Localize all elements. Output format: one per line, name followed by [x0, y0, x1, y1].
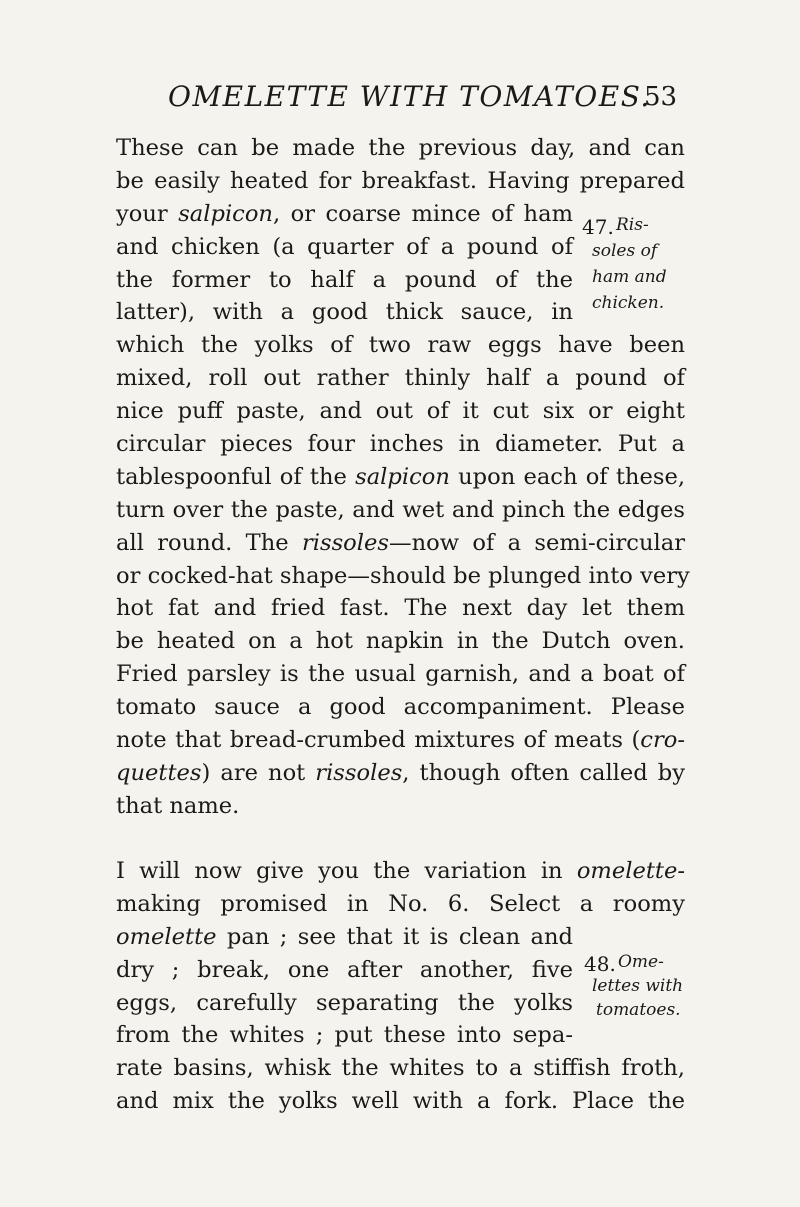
text-line: your salpicon, or coarse mince of ham: [116, 200, 574, 227]
text-line: These can be made the previous day, and can: [116, 135, 685, 161]
paragraph-omelette: [116, 855, 800, 1118]
running-title: OMELETTE WITH TOMATOES.: [168, 80, 651, 113]
margin-note-line: Ome-: [618, 952, 664, 972]
text-line: be easily heated for breakfast. Having prepared: [116, 167, 685, 194]
margin-note-line: Ris-: [616, 215, 649, 235]
text-line: tomato sauce a good accompaniment. Please: [116, 694, 685, 721]
text-line: and mix the yolks well with a fork. Place the: [116, 1088, 685, 1115]
margin-note-number: 47.: [582, 215, 614, 239]
text-line: which the yolks of two raw eggs have been: [116, 332, 685, 359]
running-header: [0, 80, 800, 130]
margin-note-line: chicken.: [592, 293, 665, 313]
margin-note-line: soles of: [592, 241, 658, 261]
text-line: nice puff paste, and out of it cut six or eight: [116, 398, 685, 425]
text-line: turn over the paste, and wet and pinch the edges: [116, 496, 685, 523]
text-line: be heated on a hot napkin in the Dutch oven.: [116, 628, 685, 655]
text-line: circular pieces four inches in diameter. Put a: [116, 431, 685, 458]
text-line: omelette pan ; see that it is clean and: [116, 923, 573, 950]
text-line: dry ; break, one after another, five: [116, 956, 573, 983]
text-line: I will now give you the variation in omelette-: [116, 858, 685, 884]
text-line: tablespoonful of the salpicon upon each of these,: [116, 463, 685, 490]
margin-note-number: 48.: [584, 952, 616, 976]
margin-note-line: ham and: [592, 267, 667, 287]
margin-note-line: tomatoes.: [596, 1000, 681, 1020]
text-line: eggs, carefully separating the yolks: [116, 989, 573, 1016]
text-line: or cocked-hat shape—should be plunged into very: [116, 562, 690, 589]
text-line: note that bread-crumbed mixtures of meats (cro-: [116, 727, 685, 754]
text-line: hot fat and fried fast. The next day let them: [116, 595, 685, 622]
text-line: all round. The rissoles—now of a semi-circular: [116, 529, 685, 556]
text-line: latter), with a good thick sauce, in: [116, 299, 573, 326]
page-number: 53: [644, 82, 678, 112]
text-line: and chicken (a quarter of a pound of: [116, 233, 573, 260]
text-line: making promised in No. 6. Select a roomy: [116, 890, 685, 917]
text-line: mixed, roll out rather thinly half a pound of: [116, 365, 685, 392]
text-line: Fried parsley is the usual garnish, and a boat of: [116, 661, 685, 688]
text-line: from the whites ; put these into sepa-: [116, 1022, 573, 1049]
text-line: rate basins, whisk the whites to a stiffish froth,: [116, 1055, 685, 1082]
text-line: quettes) are not rissoles, though often called by: [116, 759, 685, 786]
text-line: that name.: [116, 792, 240, 819]
margin-note-line: lettes with: [592, 976, 684, 996]
paragraph-rissoles: [116, 132, 800, 823]
text-line: the former to half a pound of the: [116, 266, 573, 293]
